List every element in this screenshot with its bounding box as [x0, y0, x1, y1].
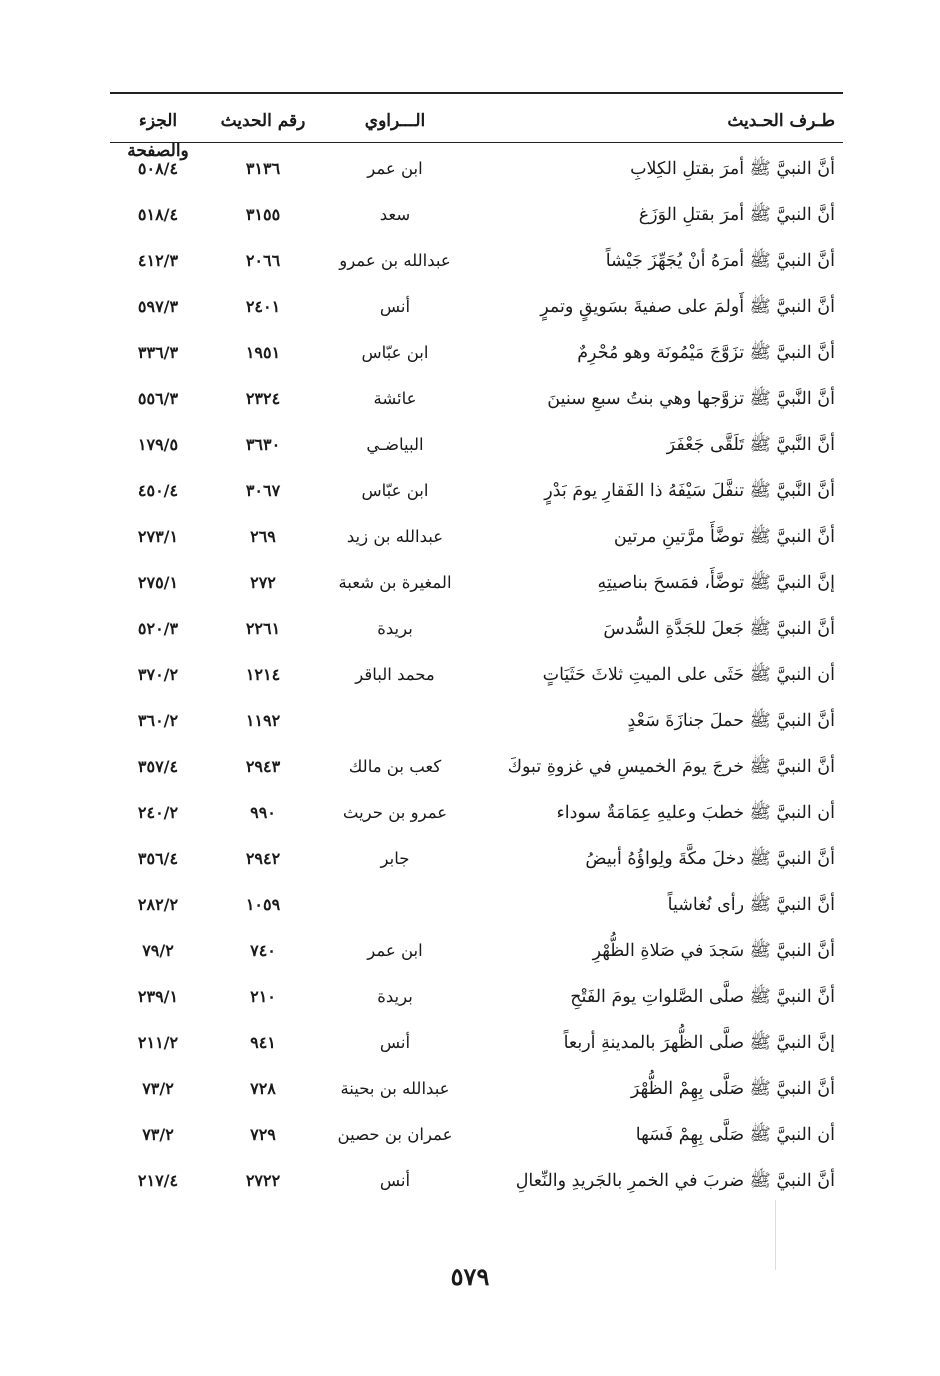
hadith-number: ٩٩٠ [250, 803, 276, 822]
hadith-number: ٩٤١ [250, 1033, 276, 1052]
header-hadith: طـرف الحـديث [727, 111, 835, 131]
table-row [0, 606, 940, 652]
hadith-text: أنَّ النبيَّ ﷺ أمرَهُ أنْ يُجَهِّزَ جَيْشاً [605, 251, 835, 271]
volume-page: ٤٥٠/٤ [137, 481, 179, 500]
hadith-number: ٢١٠ [250, 987, 276, 1006]
narrator [330, 882, 460, 928]
narrator: ابن عمر [367, 159, 423, 178]
hadith-number: ٢٦٩ [250, 527, 276, 546]
narrator: ابن عبّاس [361, 481, 429, 500]
table-row [0, 882, 940, 928]
table-row [0, 146, 940, 192]
narrator: عبدالله بن بحينة [340, 1079, 450, 1098]
hadith-number: ١٩٥١ [245, 343, 281, 362]
hadith-number: ٢٩٤٢ [245, 849, 281, 868]
header-rule [110, 142, 843, 143]
volume-page: ٢٤٠/٢ [137, 803, 179, 822]
hadith-number: ٢٩٤٣ [245, 757, 281, 776]
table-row [0, 192, 940, 238]
hadith-text: أنَّ النبيَّ ﷺ أَولمَ على صفيةَ بسَويقٍ وتمرٍ [540, 297, 835, 317]
narrator: أنس [379, 297, 411, 316]
hadith-text: إنَّ النبيَّ ﷺ توضَّأَ، فمَسحَ بناصيتِهِ [597, 573, 835, 593]
volume-page: ٧٩/٢ [142, 941, 174, 960]
hadith-text: أنَّ النبيَّ ﷺ صَلَّى بِهِمْ الظُّهْرَ [630, 1079, 835, 1099]
table-row [0, 1020, 940, 1066]
volume-page: ٧٣/٢ [142, 1125, 174, 1144]
volume-page: ١٧٩/٥ [137, 435, 179, 454]
volume-page: ٣٥٦/٤ [137, 849, 179, 868]
hadith-number: ٢٧٢ [250, 573, 276, 592]
table-row [0, 974, 940, 1020]
narrator [330, 698, 460, 744]
table-row [0, 238, 940, 284]
hadith-number: ٢٤٠١ [245, 297, 281, 316]
narrator: عائشة [373, 389, 417, 408]
hadith-text: إنَّ النبيَّ ﷺ صلَّى الظُّهرَ بالمدينةِ أربعاً [563, 1033, 835, 1053]
narrator: البياضـي [366, 435, 424, 454]
volume-page: ٤١٢/٣ [137, 251, 179, 270]
margin-rule [775, 1200, 776, 1270]
narrator: عمران بن حصين [337, 1125, 453, 1144]
hadith-number: ٧٢٨ [250, 1079, 276, 1098]
hadith-text: أنَّ النبيَّ ﷺ حملَ جنازَةَ سَعْدٍ [627, 711, 835, 731]
top-rule [110, 92, 843, 94]
table-row [0, 652, 940, 698]
volume-page: ٢٧٣/١ [137, 527, 179, 546]
hadith-text: أنَّ النبيَّ ﷺ تزَوَّجَ مَيْمُونَة وهو مُحْرِمٌ [577, 343, 835, 363]
volume-page: ٥٢٠/٣ [137, 619, 179, 638]
volume-page: ٢٨٢/٢ [137, 895, 179, 914]
table-row [0, 330, 940, 376]
hadith-text: أنَّ النبيَّ ﷺ أمرَ بقتلِ الوَزَغ [638, 205, 835, 225]
volume-page: ٣٧٠/٢ [137, 665, 179, 684]
narrator: أنس [379, 1033, 411, 1052]
narrator: سعد [379, 205, 411, 224]
hadith-number: ٢٣٢٤ [245, 389, 281, 408]
volume-page: ٥٥٦/٣ [137, 389, 179, 408]
volume-page: ٥٠٨/٤ [137, 159, 179, 178]
narrator: المغيرة بن شعبة [338, 573, 452, 592]
volume-page: ٧٣/٢ [142, 1079, 174, 1098]
table-row [0, 422, 940, 468]
hadith-number: ٣١٥٥ [245, 205, 281, 224]
hadith-number: ٢٠٦٦ [245, 251, 281, 270]
table-row [0, 836, 940, 882]
table-row [0, 560, 940, 606]
hadith-number: ٢٧٢٢ [245, 1171, 281, 1190]
volume-page: ٢١١/٢ [137, 1033, 179, 1052]
hadith-text: أن النبيَّ ﷺ خطبَ وعليهِ عِمَامَةٌ سوداء [556, 803, 835, 823]
hadith-number: ٧٢٩ [250, 1125, 276, 1144]
hadith-text: أنَّ النبيَّ ﷺ جَعلَ للجَدَّةِ السُّدسَ [603, 619, 835, 639]
narrator: عمرو بن حريث [342, 803, 448, 822]
hadith-text: أنَّ النبيَّ ﷺ رأى نُغاشياً [667, 895, 835, 915]
hadith-text: أنَّ النَّبيَّ ﷺ تنفَّلَ سَيْفَهُ ذا الفَقارِ يومَ بَدْرٍ [544, 481, 835, 501]
table-row [0, 1158, 940, 1204]
volume-page: ٥٩٧/٣ [137, 297, 179, 316]
narrator: جابر [380, 849, 410, 868]
narrator: ابن عبّاس [361, 343, 429, 362]
narrator: عبدالله بن عمرو [339, 251, 451, 270]
hadith-number: ٢٢٦١ [245, 619, 281, 638]
header-rawi: الـــراوي [364, 111, 426, 131]
hadith-number: ٣٦٣٠ [245, 435, 281, 454]
volume-page: ٢٣٩/١ [137, 987, 179, 1006]
table-row [0, 1066, 940, 1112]
hadith-number: ١٢١٤ [245, 665, 281, 684]
volume-page: ٥١٨/٤ [137, 205, 179, 224]
narrator: محمد الباقر [355, 665, 435, 684]
volume-page: ٣٥٧/٤ [137, 757, 179, 776]
narrator: أنس [379, 1171, 411, 1190]
hadith-text: أنَّ النبيَّ ﷺ صلَّى الصَّلواتِ يومَ الفَتْحِ [570, 987, 835, 1007]
table-row [0, 928, 940, 974]
volume-page: ٣٣٦/٣ [137, 343, 179, 362]
table-row [0, 376, 940, 422]
table-row [0, 698, 940, 744]
hadith-text: أن النبيَّ ﷺ صَلَّى بِهِمْ فَسَها [635, 1125, 835, 1145]
hadith-text: أنَّ النبيَّ ﷺ توضَّأَ مرَّتينِ مرتين [613, 527, 835, 547]
hadith-number: ٧٤٠ [250, 941, 276, 960]
hadith-text: أن النبيَّ ﷺ حَثَى على الميتِ ثلاثَ حَثَيَاتٍ [542, 665, 835, 685]
header-hadith-number: رقم الحديث [220, 111, 306, 131]
narrator: بريدة [377, 619, 413, 638]
header-volume-page: الجزء والصفحة [127, 111, 189, 161]
hadith-text: أنَّ النبيَّ ﷺ ضربَ في الخمرِ بالجَريدِ والنِّعالِ [515, 1171, 835, 1191]
table-row [0, 1112, 940, 1158]
narrator: ابن عمر [367, 941, 423, 960]
volume-page: ٢١٧/٤ [137, 1171, 179, 1190]
table-row [0, 468, 940, 514]
table-row [0, 744, 940, 790]
hadith-text: أنَّ النبيَّ ﷺ دخلَ مكَّةَ ولِواؤُهُ أبيضُ [585, 849, 835, 869]
hadith-text: أنَّ النَّبيَّ ﷺ تزوَّجها وهي بنتُ سبعِ سنينَ [547, 389, 835, 409]
hadith-text: أنَّ النَّبيَّ ﷺ تَلَقَّى جَعْفَرَ [666, 435, 835, 455]
volume-page: ٣٦٠/٢ [137, 711, 179, 730]
volume-page: ٢٧٥/١ [137, 573, 179, 592]
table-row [0, 514, 940, 560]
hadith-text: أنَّ النبيَّ ﷺ خرجَ يومَ الخميسِ في غزوةِ تبوكَ [507, 757, 835, 777]
table-row [0, 284, 940, 330]
table-row [0, 790, 940, 836]
hadith-number: ١٠٥٩ [245, 895, 281, 914]
hadith-number: ٣٠٦٧ [245, 481, 281, 500]
hadith-text: أنَّ النبيَّ ﷺ سَجدَ في صَلاةِ الظُّهْرِ [592, 941, 835, 961]
narrator: كعب بن مالك [348, 757, 442, 776]
page-number: ٥٧٩ [450, 1262, 490, 1291]
hadith-number: ١١٩٢ [245, 711, 281, 730]
hadith-number: ٣١٣٦ [245, 159, 281, 178]
narrator: عبدالله بن زيد [346, 527, 444, 546]
narrator: بريدة [377, 987, 413, 1006]
hadith-text: أنَّ النبيَّ ﷺ أمرَ بقتلِ الكِلابِ [630, 159, 835, 179]
